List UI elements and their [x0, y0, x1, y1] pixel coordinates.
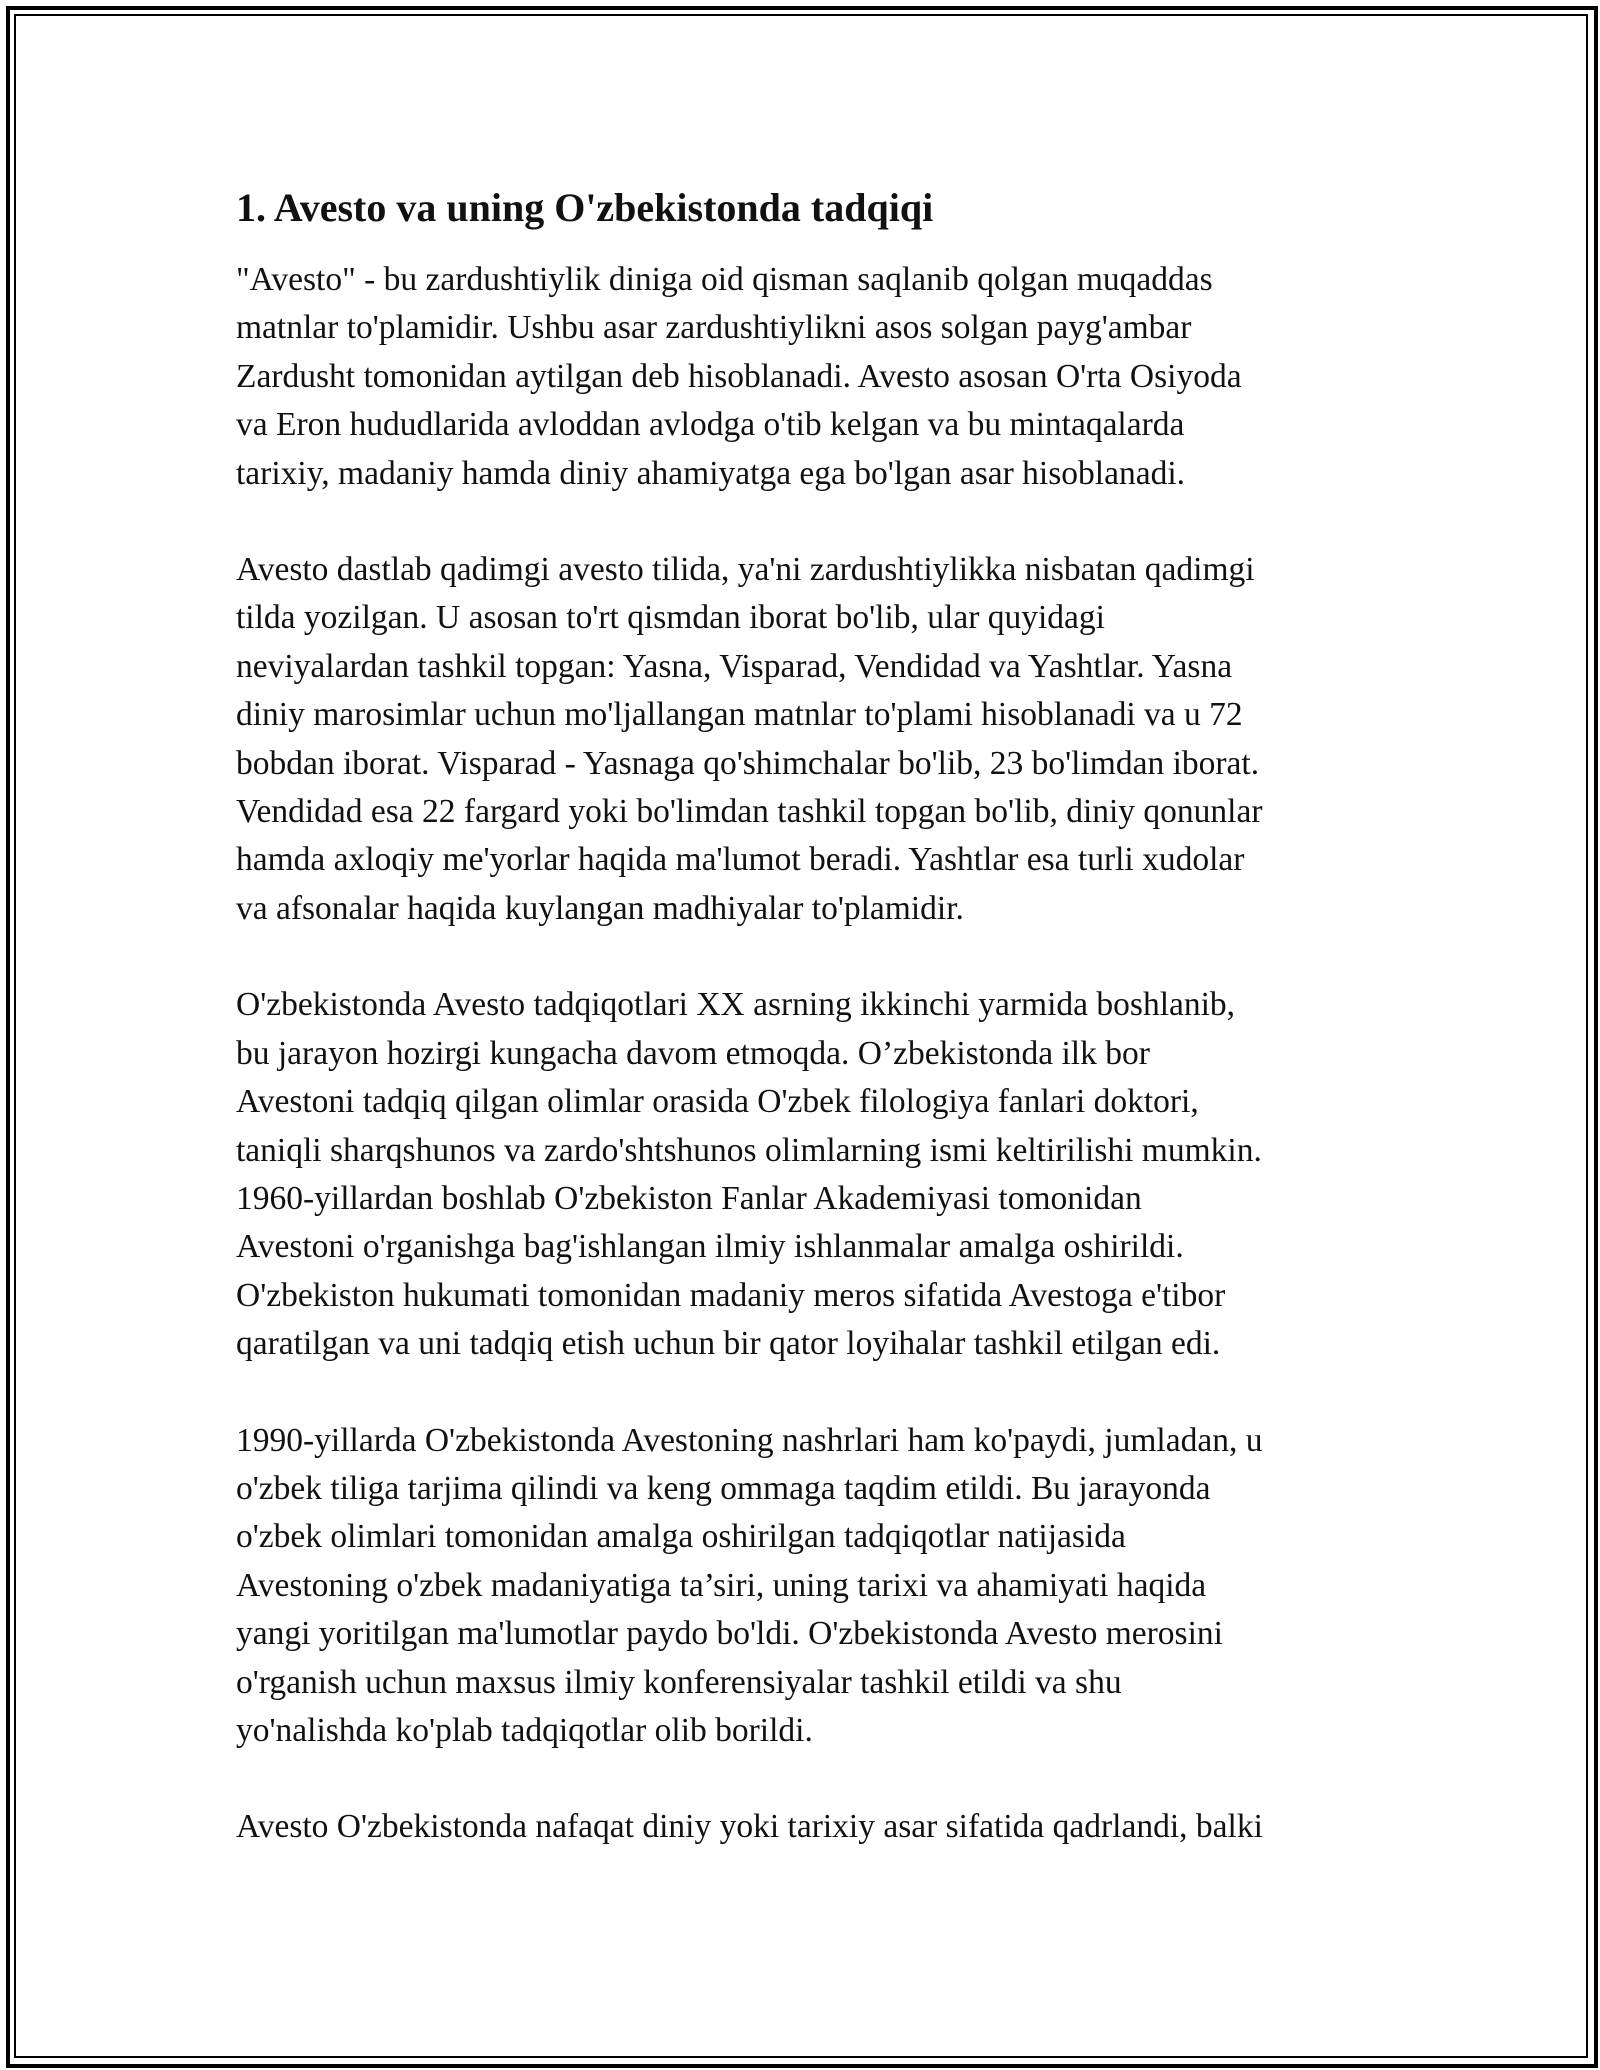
paragraph-2: Avesto dastlab qadimgi avesto tilida, ya'ni zardushtiylikka nisbatan qadimgi tilda yozilgan. U asosan to'rt qismdan iborat bo'lib, ular quyidagi neviyalardan tashkil topgan: Yasna, Visparad, Vendidad va Yashtlar. Yasna diniy marosimlar uchun mo'ljallangan matnlar to'plami hisoblanadi va u 72 bobdan iborat. Visparad - Yasnaga qo'shimchalar bo'lib, 23 bo'limdan iborat. Vendidad esa 22 fargard yoki bo'limdan tashkil topgan bo'lib, diniy qonunlar hamda axloqiy me'yorlar haqida ma'lumot beradi. Yashtlar esa turli xudolar va afsonalar haqida kuylangan madhiyalar to'plamidir.: [236, 551, 1263, 927]
document-body: [236, 184, 1386, 1900]
paragraph-4: 1990-yillarda O'zbekistonda Avestoning nashrlari ham ko'paydi, jumladan, u o'zbek tiliga tarjima qilindi va keng ommaga taqdim etildi. Bu jarayonda o'zbek olimlari tomonidan amalga oshirilgan tadqiqotlar natijasida Avestoning o'zbek madaniyatiga ta’siri, uning tarixi va ahamiyati haqida yangi yoritilgan ma'lumotlar paydo bo'ldi. O'zbekistonda Avesto merosini o'rganish uchun maxsus ilmiy konferensiyalar tashkil etildi va shu yo'nalishda ko'plab tadqiqotlar olib borildi.: [236, 1421, 1263, 1749]
paragraph-1: "Avesto" - bu zardushtiylik diniga oid qisman saqlanib qolgan muqaddas matnlar to'plamidir. Ushbu asar zardushtiylikni asos solgan payg'ambar Zardusht tomonidan aytilgan deb hisoblanadi. Avesto asosan O'rta Osiyoda va Eron hududlarida avloddan avlodga o'tib kelgan va bu mintaqalarda tarixiy, madaniy hamda diniy ahamiyatga ega bo'lgan asar hisoblanadi.: [236, 261, 1242, 492]
paragraph-3: O'zbekistonda Avesto tadqiqotlari XX asrning ikkinchi yarmida boshlanib, bu jarayon hozirgi kungacha davom etmoqda. O’zbekistonda ilk bor Avestoni tadqiq qilgan olimlar orasida O'zbek filologiya fanlari doktori, taniqli sharqshunos va zardo'shtshunos olimlarning ismi keltirilishi mumkin. 1960-yillardan boshlab O'zbekiston Fanlar Akademiyasi tomonidan Avestoni o'rganishga bag'ishlangan ilmiy ishlanmalar amalga oshirildi. O'zbekiston hukumati tomonidan madaniy meros sifatida Avestoga e'tibor qaratilgan va uni tadqiq etish uchun bir qator loyihalar tashkil etilgan edi.: [236, 986, 1262, 1363]
document-title: 1. Avesto va uning O'zbekistonda tadqiqi: [236, 185, 934, 230]
paragraph-5: Avesto O'zbekistonda nafaqat diniy yoki tarixiy asar sifatida qadrlandi, balki: [236, 1808, 1263, 1846]
